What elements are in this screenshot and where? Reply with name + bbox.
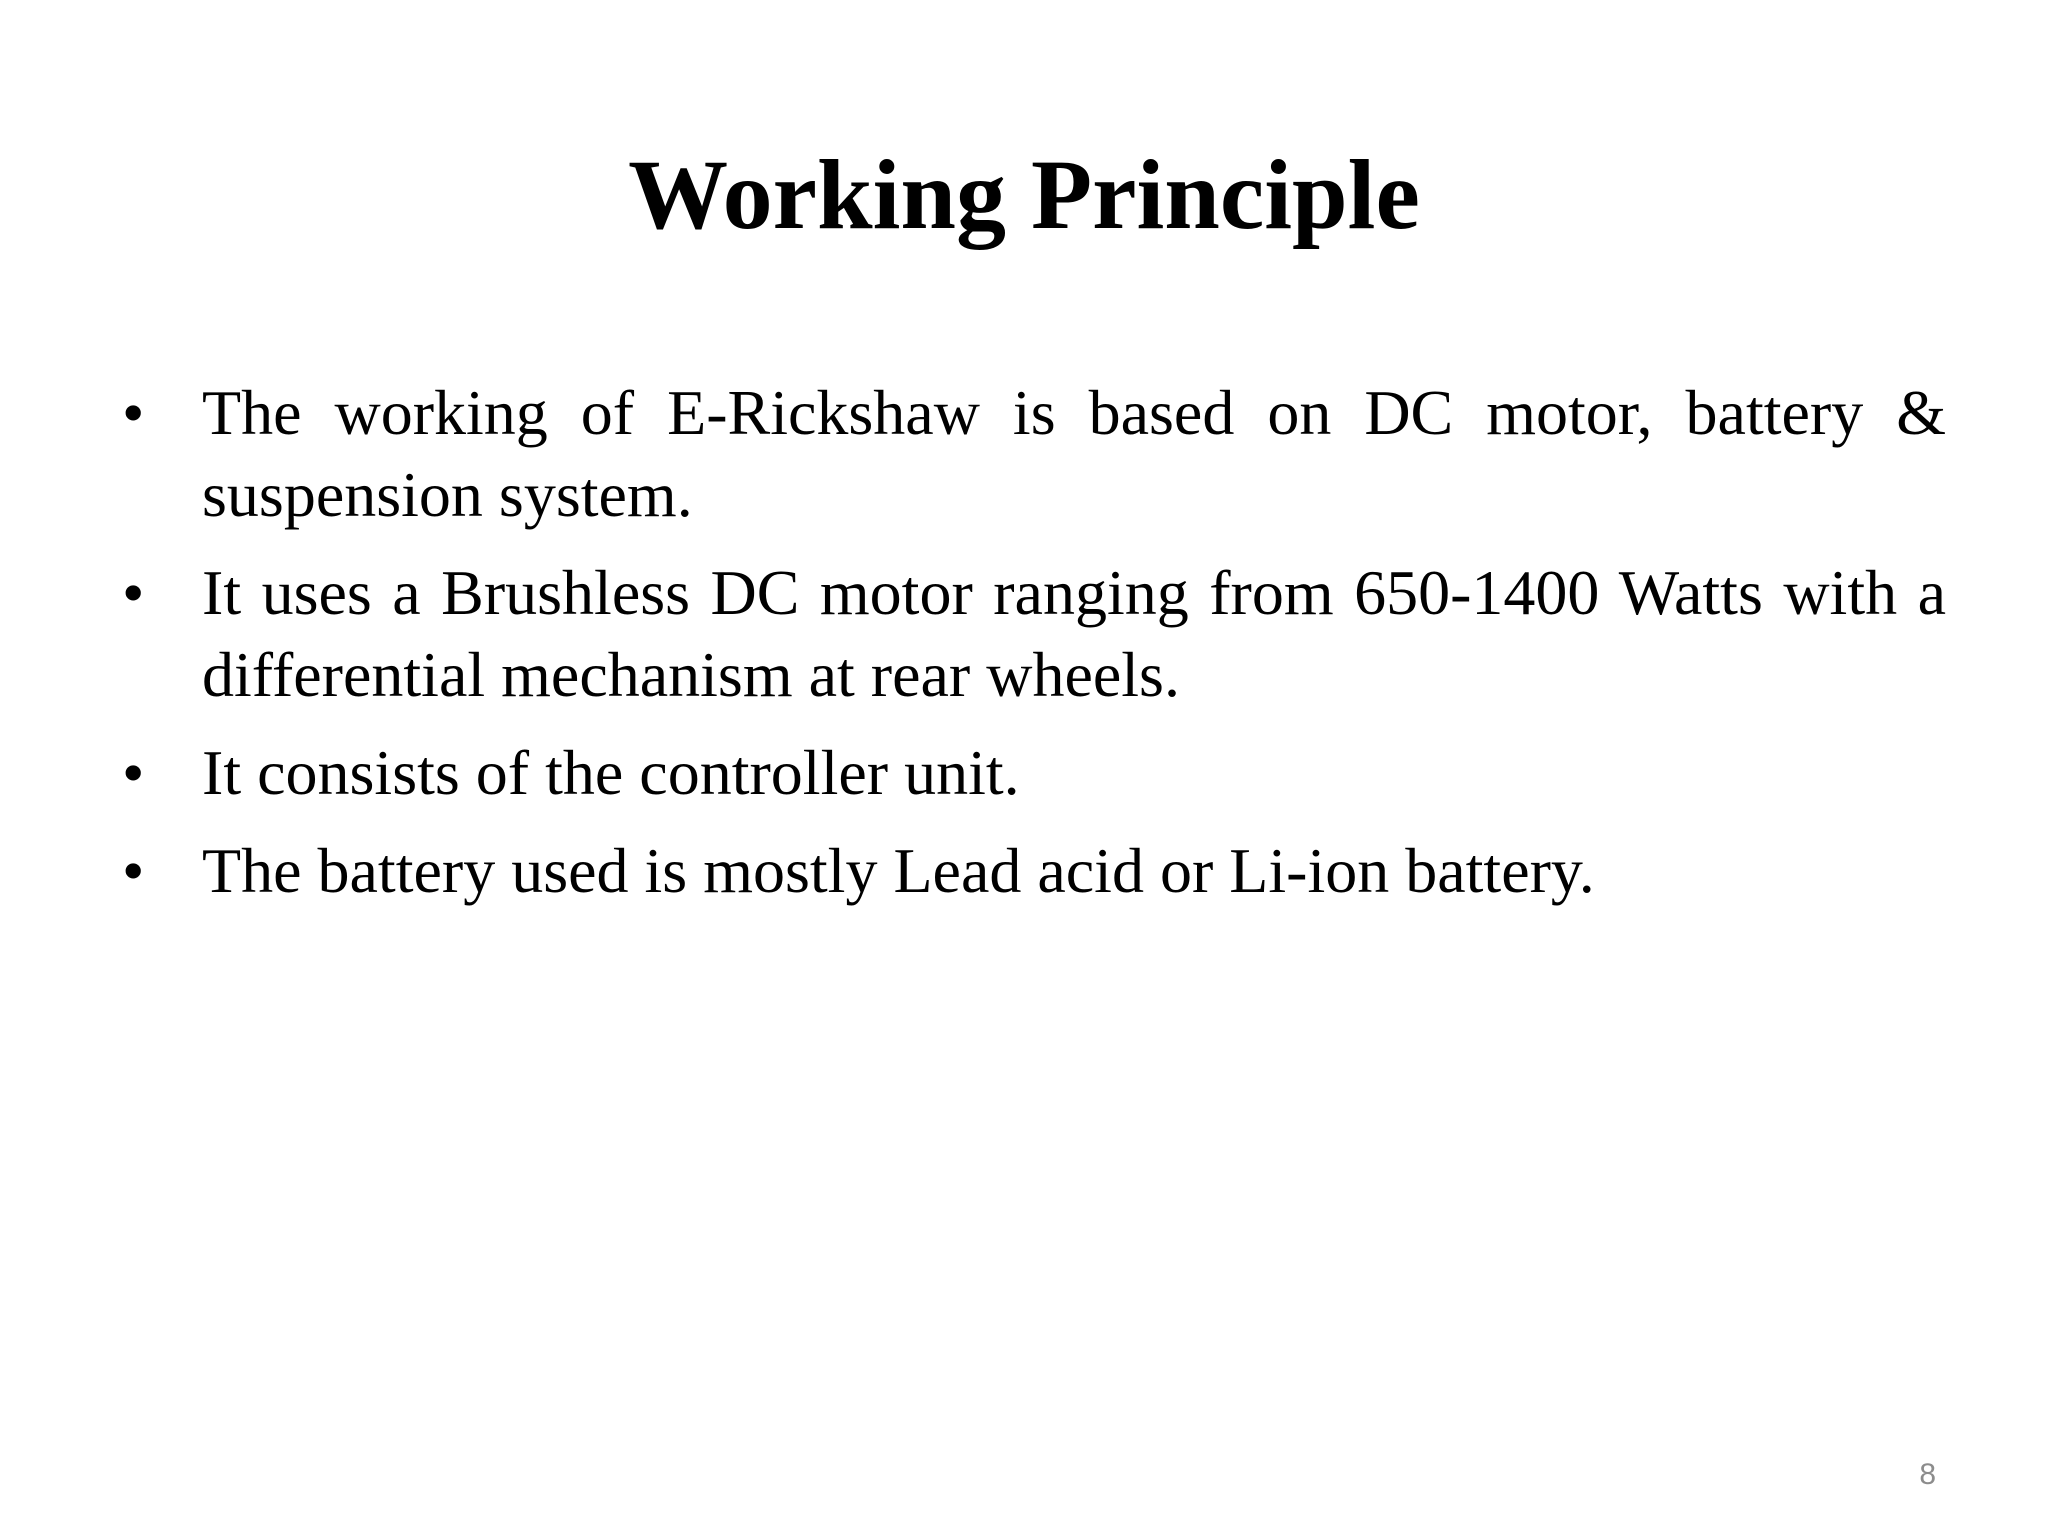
bullet-list [112,372,1946,928]
bullet-item [112,732,1946,814]
bullet-marker: • [122,377,145,448]
bullet-item [112,552,1946,716]
page-number: 8 [1919,1458,1936,1491]
bullet-text: It consists of the controller unit. [202,737,1020,808]
slide-title: Working Principle [628,139,1420,250]
bullet-marker: • [122,737,145,808]
bullet-item [112,830,1946,912]
bullet-text: It uses a Brushless DC motor ranging from 650-1400 Watts with a differential mechanism at rear wheels. [202,557,1946,710]
bullet-text: The working of E-Rickshaw is based on DC motor, battery & suspension system. [202,377,1946,530]
bullet-marker: • [122,835,145,906]
bullet-text: The battery used is mostly Lead acid or Li-ion battery. [202,835,1595,906]
bullet-item [112,372,1946,536]
bullet-marker: • [122,557,145,628]
